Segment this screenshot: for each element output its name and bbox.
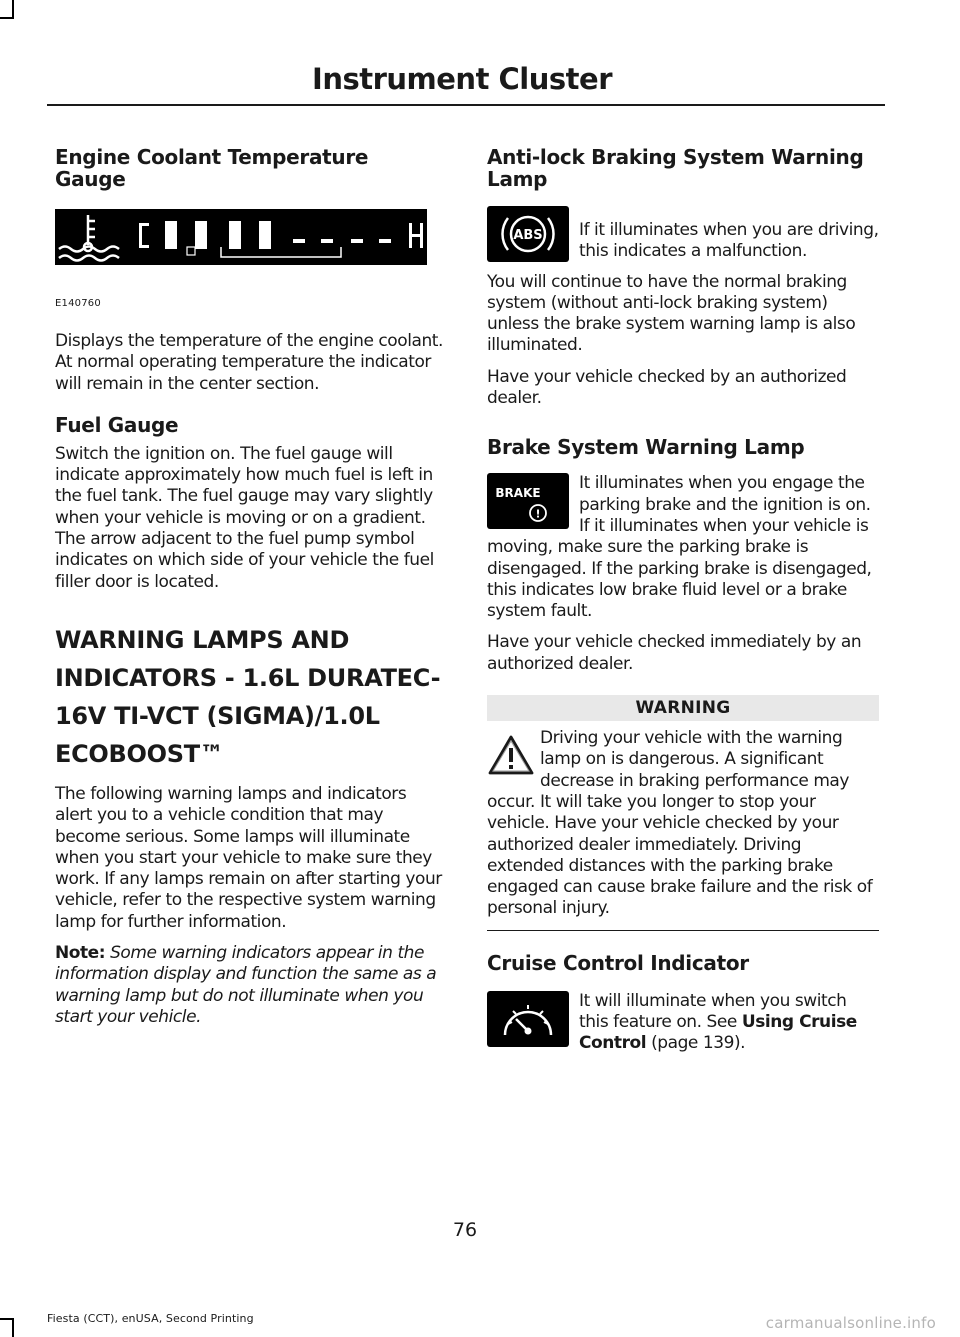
image-caption: E140760: [55, 298, 101, 309]
edition-text: Fiesta (CCT), enUSA, Second Printing: [47, 1312, 254, 1325]
page-title: Instrument Cluster: [312, 62, 612, 96]
cruise-lamp-block: [487, 991, 879, 1055]
header-divider: [47, 104, 885, 106]
cruise-text-post: (page 139).: [646, 1033, 746, 1054]
crop-mark: [0, 1318, 14, 1320]
note-label: Note:: [55, 943, 106, 964]
right-column: [487, 146, 879, 1055]
brake-icon-label: BRAKE: [495, 486, 541, 501]
coolant-gauge-image: [55, 209, 427, 265]
crop-mark: [12, 1319, 14, 1337]
warning-rule: [487, 930, 879, 931]
coolant-description: Displays the temperature of the engine coolant. At normal operating temperature the indicator will remain in the center section.: [55, 331, 443, 394]
fuel-description: Switch the ignition on. The fuel gauge will indicate approximately how much fuel is left in the fuel tank. The fuel gauge may vary slightly when your vehicle is moving or on a gradient. The arrow adjacent to the fuel pump symbol indicates on which side of your vehicle the fuel filler door is located.: [55, 443, 434, 592]
section-heading: WARNING LAMPS AND INDICATORS - 1.6L DURATEC-16V TI-VCT (SIGMA)/1.0L ECOBOOST™: [55, 625, 441, 768]
brake-lamp-text: It illuminates when you engage the parking brake and the ignition is on. If it illuminates when your vehicle is moving, make sure the parking brake is disengaged. If the parking brake is disengaged, this indicates low brake fluid level or a brake system fault.: [487, 473, 872, 622]
abs-lamp-text: If it illuminates when you are driving, this indicates a malfunction.: [579, 220, 879, 262]
cruise-text-pre: It will illuminate when you switch this feature on. See: [579, 990, 847, 1033]
brake-lamp-block: [487, 473, 879, 622]
fuel-heading: Fuel Gauge: [55, 412, 179, 437]
watermark: carmanualsonline.info: [765, 1314, 936, 1332]
warning-triangle-icon: [487, 734, 535, 776]
abs-lamp-block: [487, 206, 879, 263]
cruise-control-link[interactable]: Using Cruise Control: [579, 1012, 857, 1054]
crop-mark: [0, 17, 14, 19]
thermometer-icon: [59, 215, 119, 261]
abs-heading: Anti-lock Braking System Warning Lamp: [487, 145, 864, 191]
brake-warning-icon: [487, 473, 569, 529]
abs-warning-icon: [487, 206, 569, 262]
page-number: 76: [452, 1219, 478, 1241]
svg-text:!: !: [535, 507, 541, 521]
coolant-heading: Engine Coolant Temperature Gauge: [55, 145, 369, 191]
warning-text: Driving your vehicle with the warning lamp on is dangerous. A significant decrease in braking performance may occur. It will take you longer to stop your vehicle. Have your vehicle checked by your authorized dealer immediately. Driving extended distances with the parking brake engaged can cause brake failure and the risk of personal injury.: [487, 728, 873, 919]
crop-mark: [12, 0, 14, 18]
abs-body-2: Have your vehicle checked by an authorized dealer.: [487, 366, 847, 409]
abs-body-1: You will continue to have the normal braking system (without anti-lock braking system) unless the brake system warning lamp is also illuminated.: [487, 271, 856, 356]
abs-icon-label: ABS: [513, 228, 543, 243]
note: [55, 943, 447, 1028]
speedometer-icon: [487, 991, 569, 1047]
left-column: [55, 146, 447, 1028]
note-text: Some warning indicators appear in the information display and function the same as a warning lamp but do not illuminate when you start your vehicle.: [55, 943, 437, 1027]
gauge-bars: [139, 221, 423, 249]
brake-body: Have your vehicle checked immediately by an authorized dealer.: [487, 632, 862, 674]
section-description: The following warning lamps and indicators alert you to a vehicle condition that may become serious. Some lamps will illuminate when you start your vehicle to make sure they work. If any lamps remain on after starting your vehicle, refer to the respective system warning lamp for further information.: [55, 783, 442, 932]
brake-heading: Brake System Warning Lamp: [487, 435, 805, 460]
warning-block: [487, 728, 879, 920]
cruise-heading: Cruise Control Indicator: [487, 950, 749, 975]
warning-banner: WARNING: [487, 695, 879, 721]
